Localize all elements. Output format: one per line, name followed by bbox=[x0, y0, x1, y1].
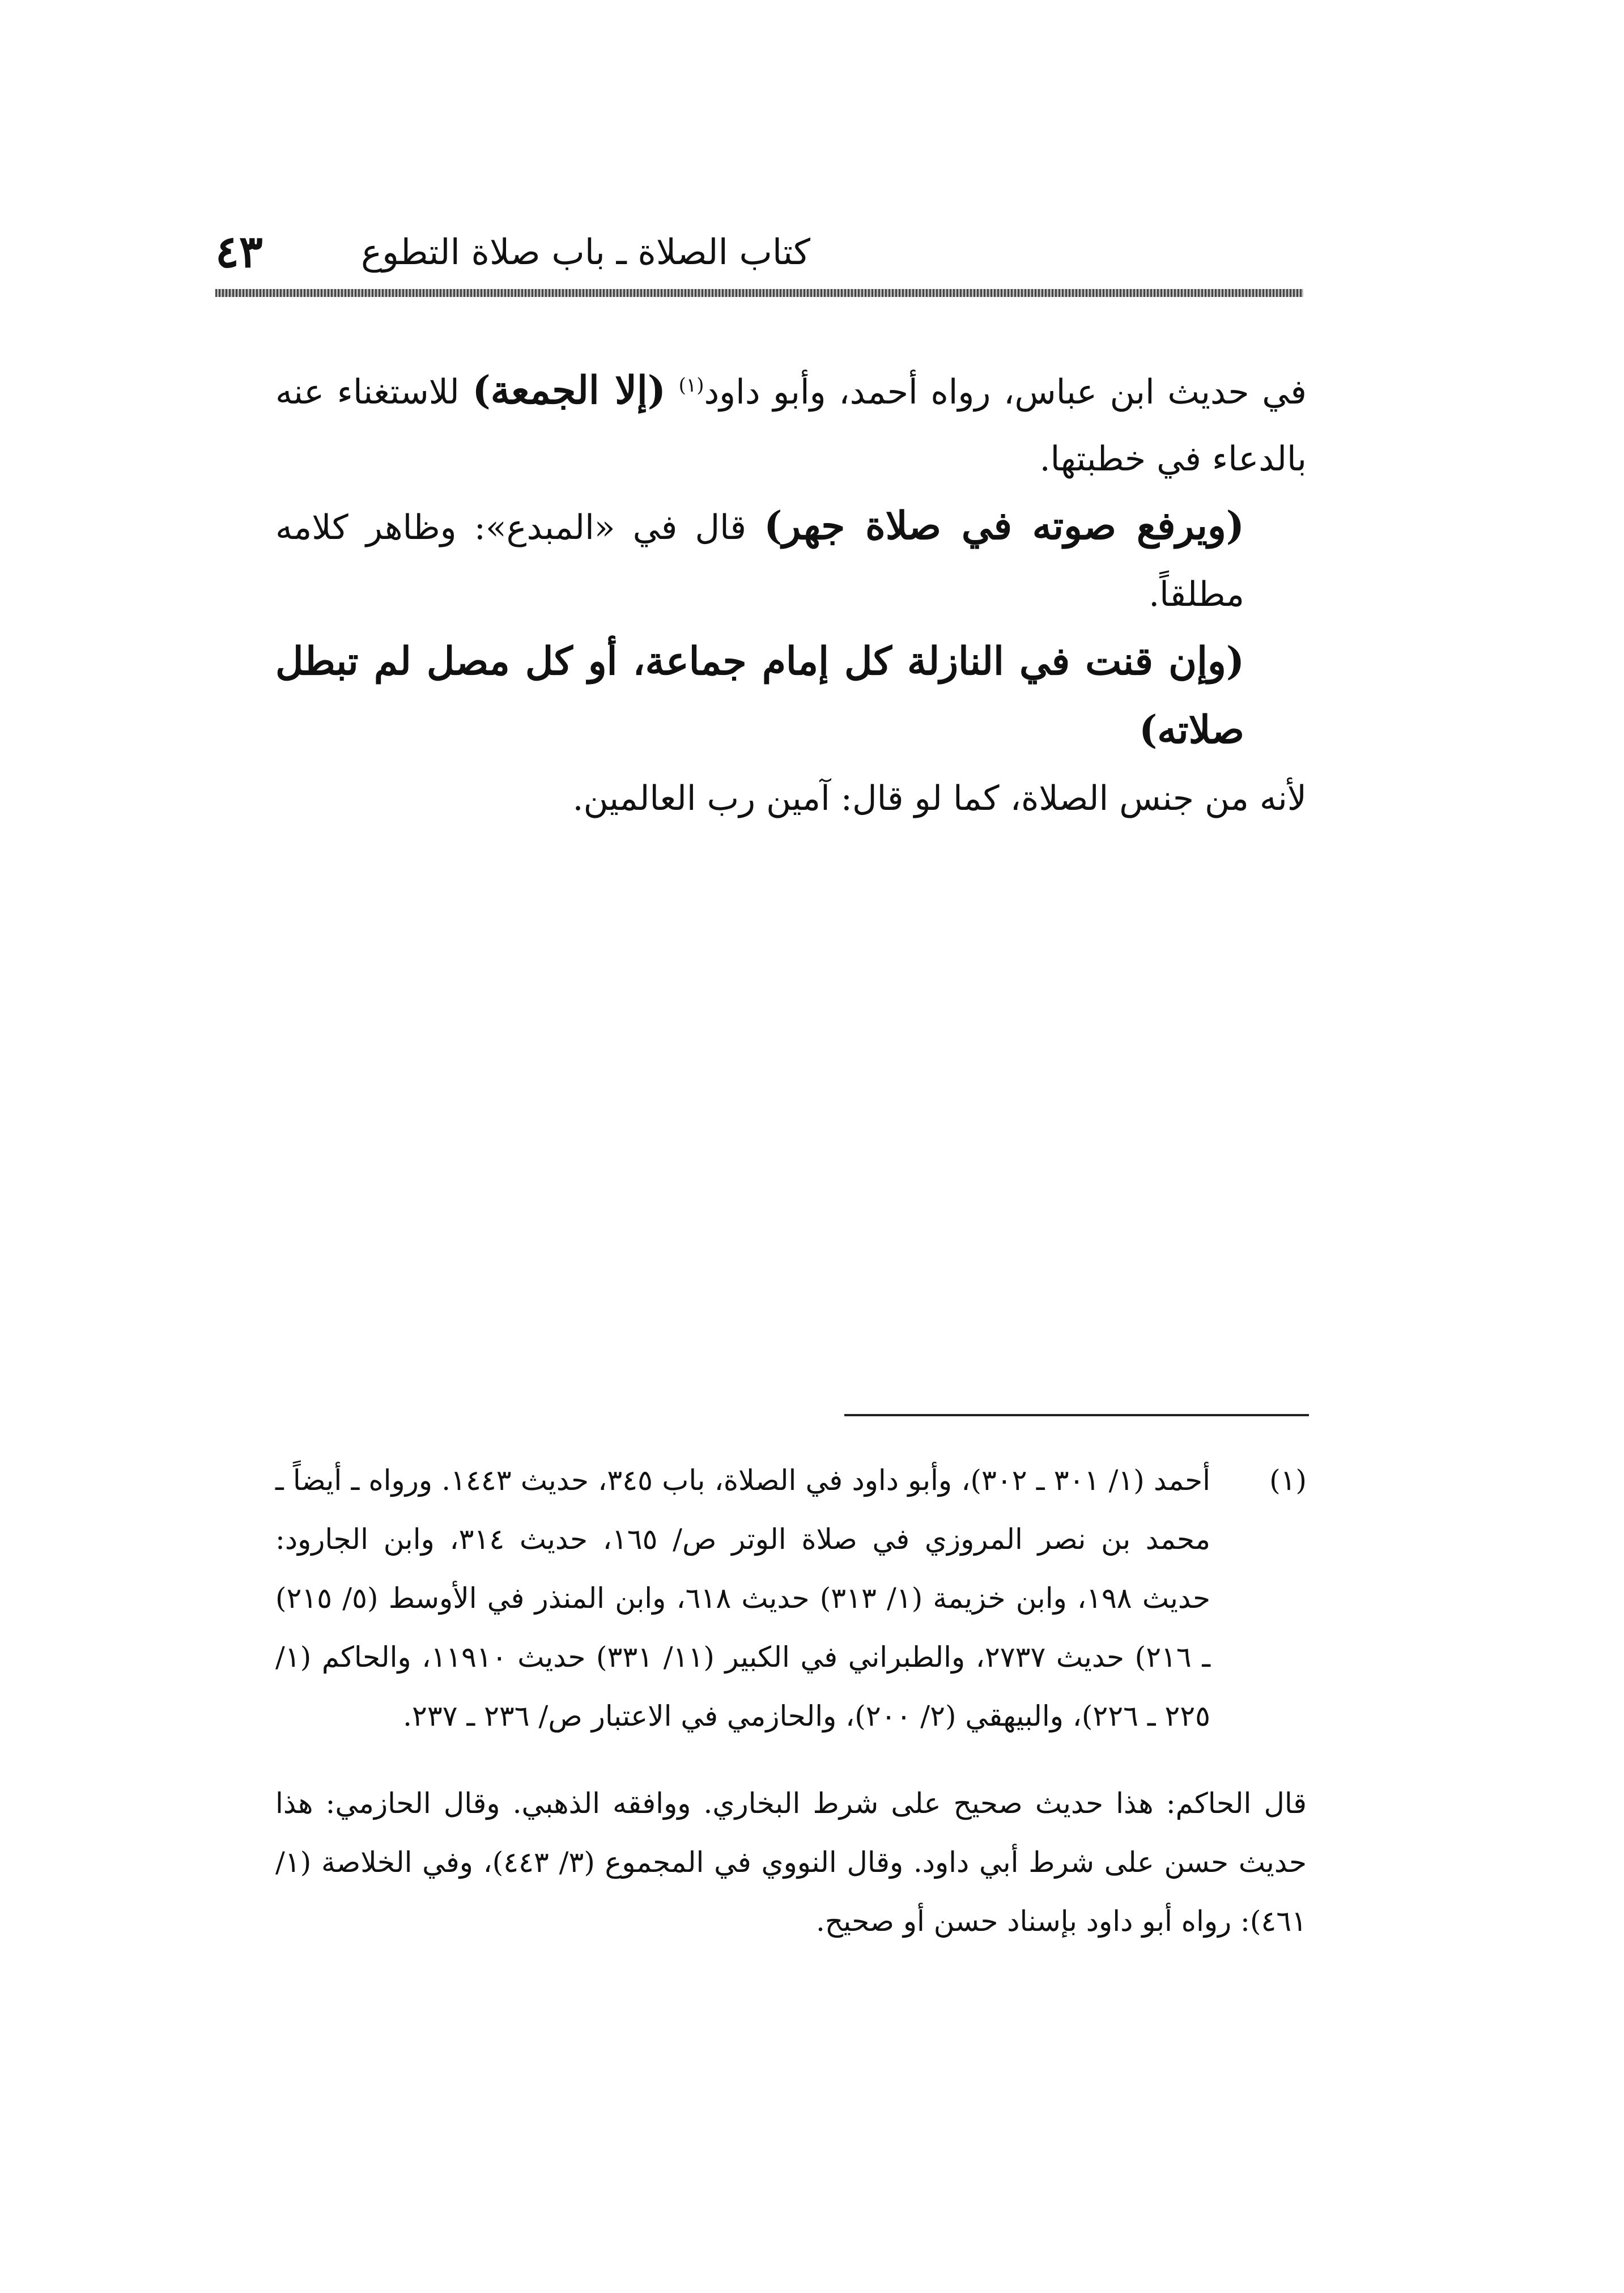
paragraph-2-bold: (ويرفع صوته في صلاة جهر) bbox=[764, 503, 1244, 549]
paragraph-1-space bbox=[666, 372, 679, 412]
footnote-ref-1: (١) bbox=[678, 374, 704, 397]
main-text bbox=[275, 357, 1307, 832]
page-number: ٤٣ bbox=[215, 226, 263, 278]
paragraph-1-text-c: للاستغناء عنه بالدعاء في خطبتها. bbox=[275, 372, 1307, 479]
footnote-separator bbox=[844, 1414, 1309, 1416]
paragraph-3-bold: (وإن قنت في النازلة كل إمام جماعة، أو كل مصل لم تبطل صلاته) bbox=[275, 639, 1244, 753]
paragraph-3 bbox=[275, 628, 1307, 765]
paragraph-3-continuation bbox=[275, 765, 1307, 832]
footnote-1 bbox=[275, 1451, 1307, 1746]
footnotes bbox=[275, 1451, 1307, 1979]
paragraph-1-bold: (إلا الجمعة) bbox=[472, 368, 666, 413]
paragraph-1-text-a: في حديث ابن عباس، رواه أحمد، وأبو داود bbox=[704, 372, 1307, 412]
paragraph-2-rest: قال في «المبدع»: وظاهر كلامه مطلقاً. bbox=[275, 508, 1244, 614]
footnote-1-citations: أحمد (١/ ٣٠١ ـ ٣٠٢)، وأبو داود في الصلاة، باب ٣٤٥، حديث ١٤٤٣. ورواه ـ أيضاً ـ محمد بن نصر المروزي في صلاة الوتر ص/ ١٦٥، حديث ٣١٤، وابن الجارود: حديث ١٩٨، وابن خزيمة (١/ ٣١٣) حديث ٦١٨، وابن المنذر في الأوسط (٥/ ٢١٥) ـ ٢١٦) حديث ٢٧٣٧، والطبراني في الكبير (١١/ ٣٣١) حديث ١١٩١٠، والحاكم (١/ ٢٢٥ ـ ٢٢٦)، والبيهقي (٢/ ٢٠٠)، والحازمي في الاعتبار ص/ ٢٣٦ ـ ٢٣٧. bbox=[275, 1464, 1211, 1733]
paragraph-3-rest: لأنه من جنس الصلاة، كما لو قال: آمين رب العالمين. bbox=[572, 779, 1307, 818]
footnote-1-grading: قال الحاكم: هذا حديث صحيح على شرط البخاري. ووافقه الذهبي. وقال الحازمي: هذا حديث حسن على شرط أبي داود. وقال النووي في المجموع (٣/ ٤٤٣)، وفي الخلاصة (١/ ٤٦١): رواه أبو داود بإسناد حسن أو صحيح. bbox=[275, 1787, 1307, 1938]
paragraph-1 bbox=[275, 357, 1307, 492]
chapter-title: كتاب الصلاة ـ باب صلاة التطوع bbox=[361, 231, 810, 273]
paragraph-2 bbox=[275, 492, 1307, 628]
header-divider bbox=[215, 289, 1303, 297]
running-header bbox=[215, 224, 1303, 286]
footnote-number: (١) bbox=[1269, 1464, 1307, 1497]
